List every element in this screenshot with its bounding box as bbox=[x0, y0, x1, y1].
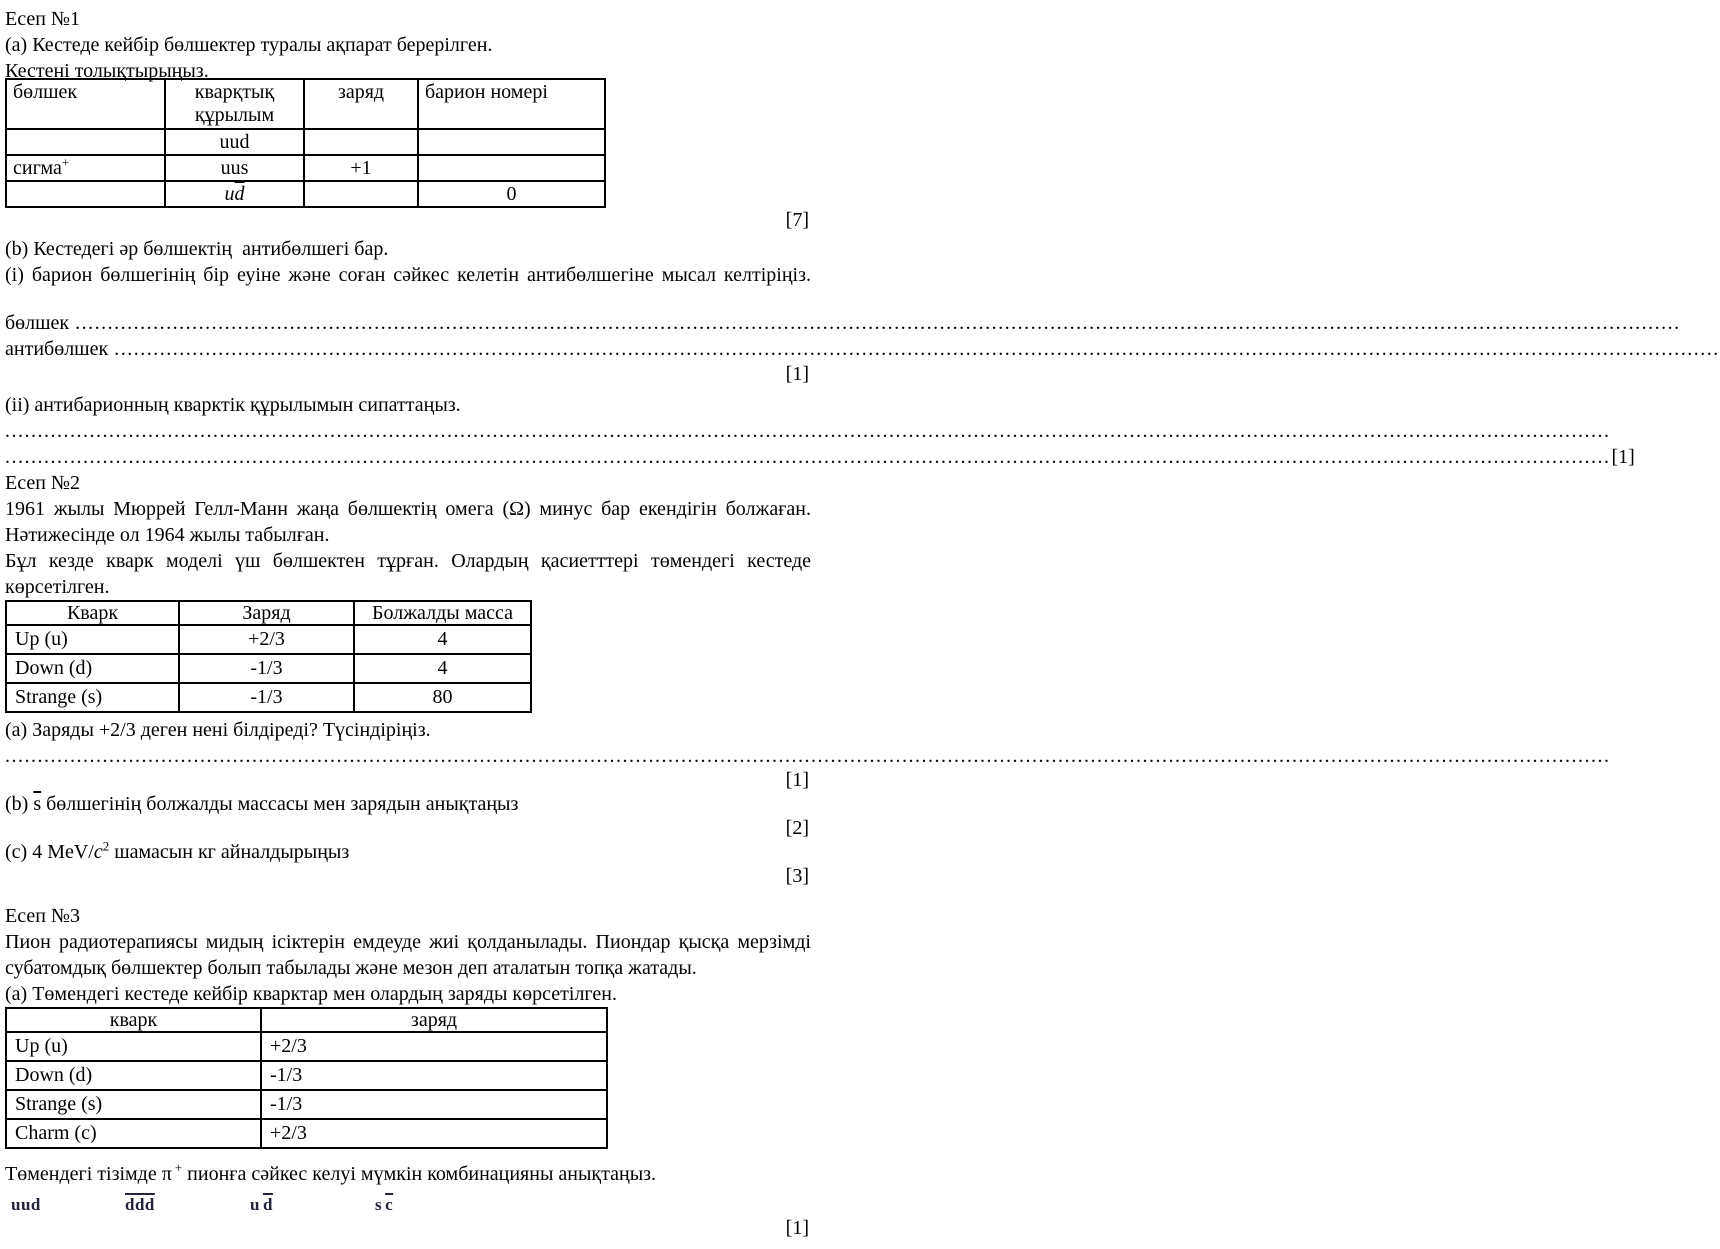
q1bi-answer-antiparticle bbox=[5, 336, 1720, 362]
c-squared-sup: 2 bbox=[102, 838, 110, 854]
pi-plus-sup: + bbox=[174, 1160, 183, 1176]
table-row bbox=[6, 1061, 607, 1090]
table-row bbox=[6, 181, 605, 207]
table-row bbox=[6, 1119, 607, 1148]
table-row bbox=[6, 683, 531, 712]
anti-d-quark: $\overline{d}$ bbox=[262, 1195, 273, 1214]
q3-cell-quark: Strange (s) bbox=[6, 1090, 261, 1119]
q3-header-charge: заряд bbox=[261, 1008, 607, 1032]
q2a-mark: [1] bbox=[785, 769, 809, 791]
q3-pion-question bbox=[5, 1161, 811, 1187]
u-quark: u bbox=[250, 1195, 260, 1214]
table-row bbox=[6, 1090, 607, 1119]
table-row bbox=[6, 1032, 607, 1061]
q2c-question bbox=[5, 839, 811, 865]
q2-cell-charge: -1/3 bbox=[179, 683, 354, 712]
q2-cell-charge: -1/3 bbox=[179, 654, 354, 683]
q3-cell-charge: +2/3 bbox=[261, 1119, 607, 1148]
antiparticle-label: антибөлшек bbox=[5, 338, 109, 360]
q2-paragraph-line: көрсетілген. bbox=[5, 576, 110, 598]
s-quark: s bbox=[375, 1195, 383, 1214]
q3-header-quark: кварк bbox=[6, 1008, 261, 1032]
c-symbol: c bbox=[93, 841, 103, 863]
q1-r2-quark: uus bbox=[165, 155, 304, 181]
answer-dotted-line: ....................................................................................................................................................................................................................................................... bbox=[5, 745, 1611, 767]
table-header-row bbox=[6, 601, 531, 625]
table-row bbox=[6, 155, 605, 181]
q2b-post: бөлшегінің болжалды массасы мен зарядын анықтаңыз bbox=[41, 793, 519, 815]
anti-c-quark: $\overline{c}$ bbox=[385, 1195, 394, 1214]
q2-paragraph-line: Нәтижесінде ол 1964 жылы табылған. bbox=[5, 524, 330, 546]
q2-cell-mass: 80 bbox=[354, 683, 531, 712]
q2-quark-table bbox=[5, 600, 532, 713]
q1-title: Есеп №1 bbox=[5, 8, 80, 30]
q1-r1-baryon bbox=[418, 129, 605, 155]
q2-cell-quark: Strange (s) bbox=[6, 683, 179, 712]
q2-paragraph-line: Бұл кезде кварк моделі үш бөлшектен тұрған. Олардың қасиетттері төмендегі кестеде bbox=[5, 550, 811, 572]
q1-header-charge: заряд bbox=[304, 79, 418, 129]
q2c-pre: (c) 4 MeV/ bbox=[5, 841, 94, 863]
q1-r2-baryon bbox=[418, 155, 605, 181]
combo-uud: uud bbox=[11, 1195, 41, 1214]
pion-pre: Төмендегі тізімде π bbox=[5, 1163, 172, 1185]
q1-particle-table bbox=[5, 78, 606, 208]
q3-mark: [1] bbox=[785, 1217, 809, 1239]
combo-anti-ddd: $\overline{ddd}$ bbox=[125, 1195, 155, 1214]
q2-cell-quark: Up (u) bbox=[6, 625, 179, 654]
answer-dotted-line: ....................................................................................................................................................................................................................................................... bbox=[5, 420, 1611, 442]
q1a-mark: [7] bbox=[785, 209, 809, 231]
q2-paragraph-line: 1961 жылы Мюррей Гелл-Манн жаңа бөлшектің омега (Ω) минус бар екендігін болжаған. bbox=[5, 498, 811, 520]
q2b-mark: [2] bbox=[785, 817, 809, 839]
q3a-intro: (a) Төмендегі кестеде кейбір кварктар мен олардың заряды көрсетілген. bbox=[5, 983, 617, 1005]
answer-dotted-line: ....................................................................................................................................................................................................................................................... bbox=[75, 312, 1681, 334]
q1bii-mark: [1] bbox=[1611, 446, 1635, 468]
q1b-intro: (b) Кестедегі әр бөлшектің антибөлшегі бар. bbox=[5, 238, 389, 260]
particle-label: бөлшек bbox=[5, 312, 70, 334]
q1-r3-particle bbox=[6, 181, 165, 207]
sigma-plus-sup: + bbox=[61, 154, 70, 170]
q1-header-quark-structure: кварқтық құрылым bbox=[165, 79, 304, 129]
q1-intro-complete: Кестені толықтырыңыз. bbox=[5, 60, 209, 82]
q2-header-charge: Заряд bbox=[179, 601, 354, 625]
quark-combination-options bbox=[5, 1195, 811, 1217]
table-row bbox=[6, 129, 605, 155]
q2b-question bbox=[5, 791, 811, 817]
q1bii-question: (ii) антибарионның кварктік құрылымын сипаттаңыз. bbox=[5, 394, 461, 416]
table-row bbox=[6, 654, 531, 683]
combo-u-dbar bbox=[250, 1195, 273, 1215]
q3-cell-quark: Up (u) bbox=[6, 1032, 261, 1061]
q2-cell-quark: Down (d) bbox=[6, 654, 179, 683]
anti-d-quark: $\overline{d}$ bbox=[234, 183, 245, 205]
q3-quark-table bbox=[5, 1007, 608, 1149]
q3-cell-quark: Down (d) bbox=[6, 1061, 261, 1090]
q1-r3-charge bbox=[304, 181, 418, 207]
table-header-row bbox=[6, 79, 605, 129]
answer-dotted-line: ....................................................................................................................................................................................................................................................... bbox=[5, 446, 1611, 468]
q2-cell-mass: 4 bbox=[354, 625, 531, 654]
q1-r2-particle bbox=[6, 155, 165, 181]
q1-r1-quark: uud bbox=[165, 129, 304, 155]
q1-r2-charge: +1 bbox=[304, 155, 418, 181]
q3-cell-quark: Charm (c) bbox=[6, 1119, 261, 1148]
q3-paragraph-line: Пион радиотерапиясы мидың ісіктерін емдеуде жиі қолданылады. Пиондар қысқа мерзімді bbox=[5, 931, 811, 953]
anti-s-quark: $\overline{s}$ bbox=[33, 793, 42, 815]
q3-paragraph-line: субатомдық бөлшектер болып табылады және мезон деп аталатын топқа жатады. bbox=[5, 957, 697, 979]
q3-cell-charge: -1/3 bbox=[261, 1090, 607, 1119]
q2-cell-mass: 4 bbox=[354, 654, 531, 683]
q1bi-answer-particle bbox=[5, 310, 1681, 336]
q1-r1-particle bbox=[6, 129, 165, 155]
q2a-question: (a) Заряды +2/3 деген нені білдіреді? Түсіндіріңіз. bbox=[5, 719, 431, 741]
table-row bbox=[6, 625, 531, 654]
u-quark: u bbox=[224, 183, 235, 205]
q2-header-quark: Кварк bbox=[6, 601, 179, 625]
q1bii-answer-line bbox=[5, 444, 1635, 470]
q2c-post: шамасын кг айналдырыңыз bbox=[109, 841, 350, 863]
answer-dotted-line: ....................................................................................................................................................................................................................................................... bbox=[114, 338, 1720, 360]
q2-cell-charge: +2/3 bbox=[179, 625, 354, 654]
q1-intro-a: (a) Кестеде кейбір бөлшектер туралы ақпарат берерілген. bbox=[5, 34, 493, 56]
q1-header-baryon-number: барион номері bbox=[418, 79, 605, 129]
q1-r3-quark bbox=[165, 181, 304, 207]
table-header-row bbox=[6, 1008, 607, 1032]
q2c-mark: [3] bbox=[785, 865, 809, 887]
q2-header-mass: Болжалды масса bbox=[354, 601, 531, 625]
q3-cell-charge: +2/3 bbox=[261, 1032, 607, 1061]
q2b-pre: (b) bbox=[5, 793, 34, 815]
q1-header-particle: бөлшек bbox=[6, 79, 165, 129]
q2-title: Есеп №2 bbox=[5, 472, 80, 494]
q1bi-question: (i) барион бөлшегінің бір еуіне және соған сәйкес келетін антибөлшегіне мысал келтіріңіз. bbox=[5, 264, 811, 286]
pion-post: пионға сәйкес келуі мүмкін комбинацияны анықтаңыз. bbox=[182, 1163, 657, 1185]
q1-r3-baryon: 0 bbox=[418, 181, 605, 207]
q3-cell-charge: -1/3 bbox=[261, 1061, 607, 1090]
sigma-label: сигма bbox=[13, 157, 62, 179]
q1bi-mark: [1] bbox=[785, 363, 809, 385]
q1-r1-charge bbox=[304, 129, 418, 155]
combo-s-cbar bbox=[375, 1195, 393, 1215]
q3-title: Есеп №3 bbox=[5, 905, 80, 927]
